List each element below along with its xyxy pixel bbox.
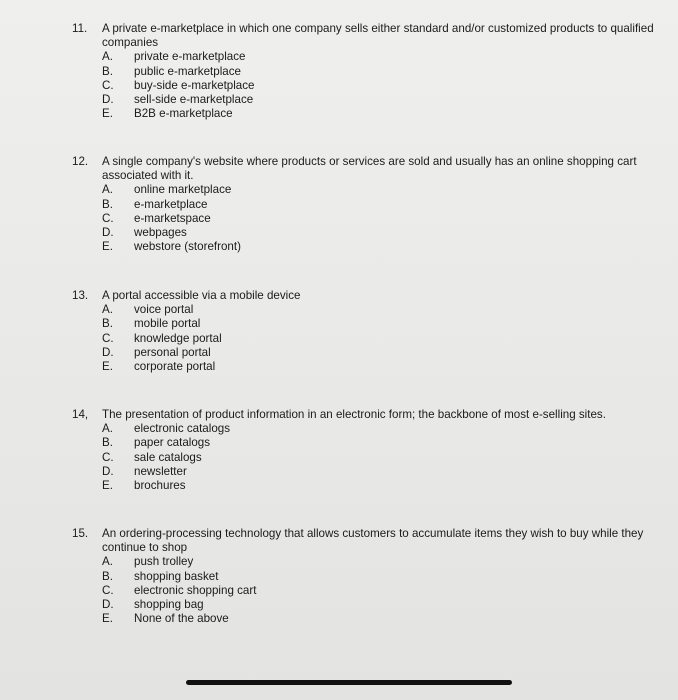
option-text: electronic shopping cart [134, 583, 257, 597]
question-number: 15. [72, 527, 89, 540]
option-letter: A. [102, 183, 113, 197]
question-text: An ordering-processing technology that allows customers to accumulate items they wish to buy while they continue to shop [102, 527, 644, 555]
question-number: 11. [72, 22, 88, 35]
option-text: shopping basket [134, 569, 219, 583]
option-letter: A. [102, 422, 113, 436]
option-letter: E. [102, 360, 113, 374]
option-a [72, 50, 662, 64]
option-letter: A. [102, 303, 113, 317]
option-letter: C. [102, 583, 114, 597]
question-15 [72, 527, 662, 626]
option-letter: E. [102, 240, 113, 254]
option-text: mobile portal [134, 317, 201, 331]
option-d [72, 598, 662, 612]
option-letter: D. [102, 598, 114, 612]
option-text: private e-marketplace [134, 50, 246, 64]
option-letter: B. [102, 64, 113, 78]
option-a [72, 183, 662, 197]
option-text: paper catalogs [134, 436, 211, 450]
option-text: push trolley [134, 555, 194, 569]
option-a [72, 555, 662, 569]
option-letter: A. [102, 50, 113, 64]
option-text: brochures [134, 479, 186, 493]
option-letter: A. [102, 555, 113, 569]
option-d [72, 93, 662, 107]
option-b [72, 198, 662, 212]
option-letter: D. [102, 464, 114, 478]
option-text: personal portal [134, 345, 211, 359]
question-text: A portal accessible via a mobile device [102, 289, 301, 302]
option-a [72, 303, 662, 317]
option-letter: B. [102, 569, 113, 583]
option-text: public e-marketplace [134, 64, 241, 78]
question-text: A private e-marketplace in which one company sells either standard and/or customized products to qualified companies [102, 22, 654, 50]
option-letter: C. [102, 331, 114, 345]
option-text: sale catalogs [134, 450, 202, 464]
option-b [72, 65, 662, 79]
option-text: webpages [134, 226, 187, 240]
option-text: webstore (storefront) [134, 240, 241, 254]
option-e [72, 612, 662, 626]
option-letter: E. [102, 612, 113, 626]
option-text: shopping bag [134, 598, 204, 612]
option-text: knowledge portal [134, 331, 222, 345]
option-text: B2B e-marketplace [134, 107, 233, 121]
option-a [72, 422, 662, 436]
question-number: 14, [72, 408, 89, 421]
option-e [72, 360, 662, 374]
option-text: e-marketplace [134, 197, 208, 211]
option-c [72, 212, 662, 226]
option-letter: C. [102, 78, 114, 92]
question-11 [72, 22, 662, 121]
option-d [72, 226, 662, 240]
question-number: 13. [72, 289, 89, 302]
option-c [72, 79, 662, 93]
option-e [72, 107, 662, 121]
option-text: newsletter [134, 464, 187, 478]
option-letter: D. [102, 226, 114, 240]
option-letter: E. [102, 479, 113, 493]
option-text: e-marketspace [134, 211, 211, 225]
option-b [72, 317, 662, 331]
question-text: A single company's website where products or services are sold and usually has an online shopping cart associated with it. [102, 155, 637, 183]
option-letter: B. [102, 317, 113, 331]
question-13 [72, 289, 662, 374]
option-e [72, 479, 662, 493]
option-text: electronic catalogs [134, 422, 231, 436]
option-text: sell-side e-marketplace [134, 93, 254, 107]
question-text: The presentation of product information in an electronic form; the backbone of most e-selling sites. [102, 408, 606, 421]
option-text: corporate portal [134, 360, 216, 374]
option-letter: E. [102, 107, 113, 121]
option-letter: B. [102, 436, 113, 450]
option-letter: D. [102, 93, 114, 107]
question-number: 12. [72, 155, 89, 168]
option-d [72, 346, 662, 360]
home-indicator-bar[interactable] [186, 680, 512, 685]
option-e [72, 240, 662, 254]
option-text: None of the above [134, 612, 229, 626]
option-c [72, 584, 662, 598]
question-14 [72, 408, 662, 493]
option-d [72, 465, 662, 479]
option-b [72, 436, 662, 450]
option-letter: C. [102, 450, 114, 464]
option-c [72, 451, 662, 465]
option-c [72, 332, 662, 346]
question-12 [72, 155, 662, 254]
option-letter: C. [102, 211, 114, 225]
option-letter: B. [102, 197, 113, 211]
option-text: online marketplace [134, 183, 232, 197]
option-text: voice portal [134, 303, 194, 317]
option-text: buy-side e-marketplace [134, 78, 255, 92]
option-b [72, 570, 662, 584]
option-letter: D. [102, 345, 114, 359]
